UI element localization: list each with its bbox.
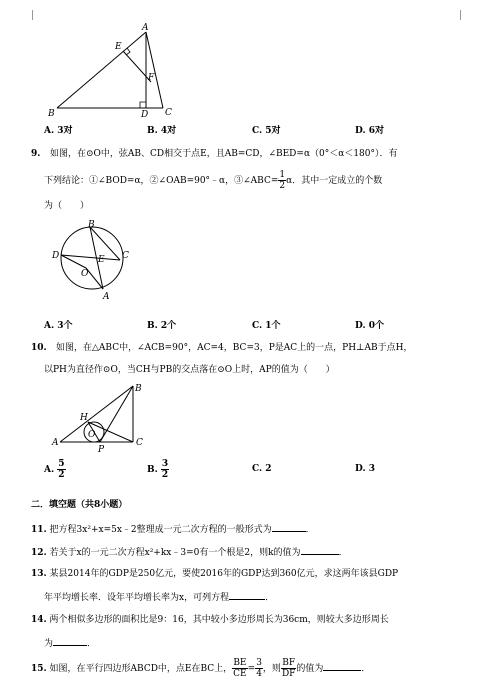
fig3-label-H: H <box>80 413 88 423</box>
q15-fraction-be-ce: $\frac{BE}{CE}$ <box>233 658 247 679</box>
fig2-label-E: E <box>98 255 105 265</box>
q13-answer-blank[interactable] <box>229 590 265 600</box>
fig2-label-B: B <box>88 220 95 230</box>
fig3-label-A: A <box>52 438 59 448</box>
figure-circle <box>46 220 136 302</box>
fig1-label-A: A <box>142 23 149 33</box>
fig3-label-P: P <box>98 445 105 454</box>
fig1-label-F: F <box>148 73 155 83</box>
q9-number: 9. <box>31 149 41 159</box>
q13-line2: 年平均增长率．设年平均增长率为x，可列方程 ． <box>44 590 274 604</box>
q9-option-a: A. 3个 <box>44 321 73 331</box>
q9-fraction-half: $\frac{1}{2}$ <box>279 170 286 191</box>
fig3-label-B: B <box>135 384 142 394</box>
section-heading-fill-in: 二．填空题（共8小题） <box>31 500 128 510</box>
q10-option-b-fraction: $\frac{3}{2}$ <box>161 459 169 480</box>
q8-option-d: D. 6对 <box>355 126 385 136</box>
figure-triangle-circle <box>50 382 150 454</box>
q9-option-b: B. 2个 <box>147 321 177 331</box>
q9-line1: 如图，在⊙O中，弦AB、CD相交于点E，且AB=CD，∠BED=α（0°＜α＜180°）．有 <box>50 149 398 159</box>
q10-option-b: B. $\frac{3}{2}$ <box>147 459 169 480</box>
q15-answer-blank[interactable] <box>323 661 361 671</box>
fig2-label-O: O <box>81 269 89 279</box>
q9-line2-start: 下列结论：①∠BOD=α，②∠OAB=90°﹣α，③∠ABC= <box>44 176 279 186</box>
q8-option-c: C. 5对 <box>252 126 281 136</box>
q12: 12. 若关于x的一元二次方程x²+kx﹣3=0有一个根是2，则k的值为 ． <box>31 545 348 559</box>
fig3-label-C: C <box>136 438 143 448</box>
fig1-label-C: C <box>165 108 172 118</box>
q10-option-a: A. $\frac{5}{2}$ <box>44 459 65 480</box>
q10-option-c: C. 2 <box>252 464 272 474</box>
q9-option-c: C. 1个 <box>252 321 281 331</box>
fig2-label-A: A <box>103 292 110 302</box>
q14-line2: 为 ． <box>44 636 96 650</box>
q11: 11. 把方程3x²+x=5x﹣2整理成一元二次方程的一般形式为 ． <box>31 522 315 536</box>
fig2-label-D: D <box>52 251 60 261</box>
corner-mark-right <box>460 10 471 20</box>
q9-line2-end: α．其中一定成立的个数 <box>286 176 383 186</box>
q13-line1: 13. 某县2014年的GDP是250亿元，要使2016年的GDP达到360亿元，求这两年该县GDP <box>31 569 399 579</box>
q8-option-b: B. 4对 <box>147 126 177 136</box>
fig2-label-C: C <box>122 251 129 261</box>
q10-option-d: D. 3 <box>355 464 376 474</box>
fig3-label-O: O <box>88 430 96 440</box>
q10-line2: 以PH为直径作⊙O，当CH与PB的交点落在⊙O上时，AP的值为（ ） <box>44 365 335 375</box>
q15: 15. 如图，在平行四边形ABCD中，点E在BC上， $\frac{BE}{CE}$ = $\frac{3}{4}$ ，则 $\frac{BF}{DF}$ 的值为 ． <box>31 658 371 679</box>
fig1-label-D: D <box>141 110 149 118</box>
q10-line1: 如图，在△ABC中，∠ACB=90°，AC=4，BC=3，P是AC上的一点，PH⊥AB于点H， <box>56 343 413 353</box>
q15-fraction-bf-df: $\frac{BF}{DF}$ <box>281 658 296 679</box>
corner-mark-left <box>22 10 33 20</box>
q8-option-a: A. 3对 <box>44 126 73 136</box>
q14-line1: 14. 两个相似多边形的面积比是9：16，其中较小多边形周长为36cm，则较大多边形周长 <box>31 615 389 625</box>
figure-right-triangle <box>40 20 190 118</box>
q14-answer-blank[interactable] <box>53 636 87 646</box>
q11-answer-blank[interactable] <box>272 522 306 532</box>
q10-option-a-fraction: $\frac{5}{2}$ <box>58 459 65 480</box>
q12-answer-blank[interactable] <box>301 545 339 555</box>
fig1-label-B: B <box>48 109 55 118</box>
fig1-label-E: E <box>115 42 122 52</box>
q9-line2 <box>44 170 382 191</box>
q9-line3: 为（ ） <box>44 201 90 211</box>
q10-number: 10. <box>31 343 47 353</box>
q9-option-d: D. 0个 <box>355 321 385 331</box>
q15-fraction-3-4: $\frac{3}{4}$ <box>256 658 262 679</box>
